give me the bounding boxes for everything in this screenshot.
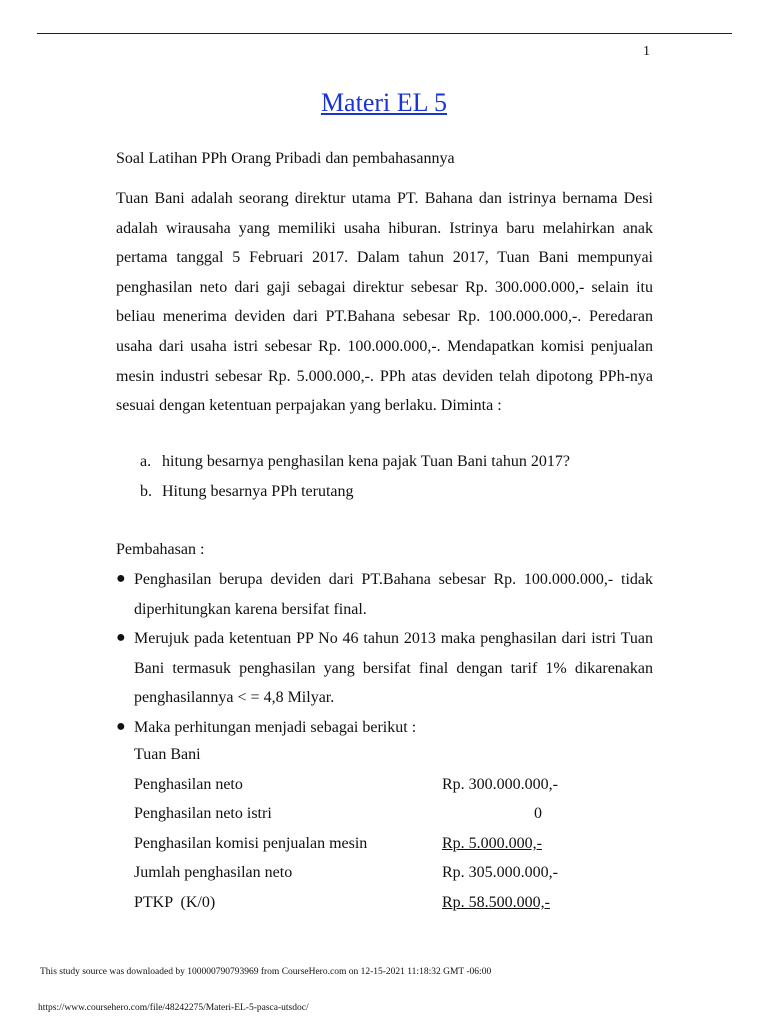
- calc-value: Rp. 300.000.000,-: [442, 776, 558, 793]
- question-b-marker: b.: [140, 483, 152, 500]
- question-a-text: hitung besarnya penghasilan kena pajak Tuan Bani tahun 2017?: [162, 453, 570, 470]
- source-url[interactable]: https://www.coursehero.com/file/48242275/Materi-EL-5-pasca-utsdoc/: [38, 1003, 309, 1013]
- subtitle: Soal Latihan PPh Orang Pribadi dan pembahasannya: [116, 150, 455, 167]
- bullet-dot-icon: ●: [116, 570, 126, 587]
- calc-label: Penghasilan neto: [134, 776, 243, 793]
- calc-value: Rp. 58.500.000,-: [442, 894, 550, 911]
- bullet-item: Merujuk pada ketentuan PP No 46 tahun 2013 maka penghasilan dari istri Tuan Bani termasuk penghasilan yang bersifat final dengan tarif 1% dikarenakan penghasilannya < = 4,8 Milyar.: [134, 630, 653, 707]
- calc-label: Penghasilan komisi penjualan mesin: [134, 835, 368, 852]
- page-number: 1: [643, 44, 650, 59]
- calc-value: 0: [534, 805, 542, 822]
- header-rule: [37, 33, 732, 34]
- discussion-heading: Pembahasan :: [116, 541, 205, 558]
- question-b-text: Hitung besarnya PPh terutang: [162, 483, 354, 500]
- question-a-marker: a.: [140, 453, 152, 470]
- bullet-item: Maka perhitungan menjadi sebagai berikut :: [134, 719, 417, 736]
- problem-paragraph: Tuan Bani adalah seorang direktur utama PT. Bahana dan istrinya bernama Desi adalah wirausaha yang memiliki usaha hiburan. Istrinya baru melahirkan anak pertama tanggal 5 Februari 2017. Dalam tahun 2017, Tuan Bani mempunyai penghasilan neto dari gaji sebagai direktur sebesar Rp. 300.000.000,- selain itu beliau menerima deviden dari PT.Bahana sebesar Rp. 100.000.000,-. Peredaran usaha dari usaha istri sebesar Rp. 100.000.000,-. Mendapatkan komisi penjualan mesin industri sebesar Rp. 5.000.000,-. PPh atas deviden telah dipotong PPh-nya sesuai dengan ketentuan perpajakan yang berlaku. Diminta :: [116, 190, 653, 415]
- calc-value: Rp. 305.000.000,-: [442, 864, 558, 881]
- calc-value: Rp. 5.000.000,-: [442, 835, 542, 852]
- calc-label: Penghasilan neto istri: [134, 805, 272, 822]
- source-note: This study source was downloaded by 100000790793969 from CourseHero.com on 12-15-2021 11:18:32 GMT -06:00: [40, 967, 492, 977]
- calc-label: Jumlah penghasilan neto: [134, 864, 293, 881]
- calc-name: Tuan Bani: [134, 746, 201, 763]
- bullet-dot-icon: ●: [116, 718, 126, 735]
- document-title[interactable]: Materi EL 5: [320, 88, 448, 117]
- calc-label: PTKP (K/0): [134, 894, 216, 911]
- bullet-dot-icon: ●: [116, 629, 126, 646]
- bullet-item: Penghasilan berupa deviden dari PT.Bahana sebesar Rp. 100.000.000,- tidak diperhitungkan karena bersifat final.: [134, 571, 653, 618]
